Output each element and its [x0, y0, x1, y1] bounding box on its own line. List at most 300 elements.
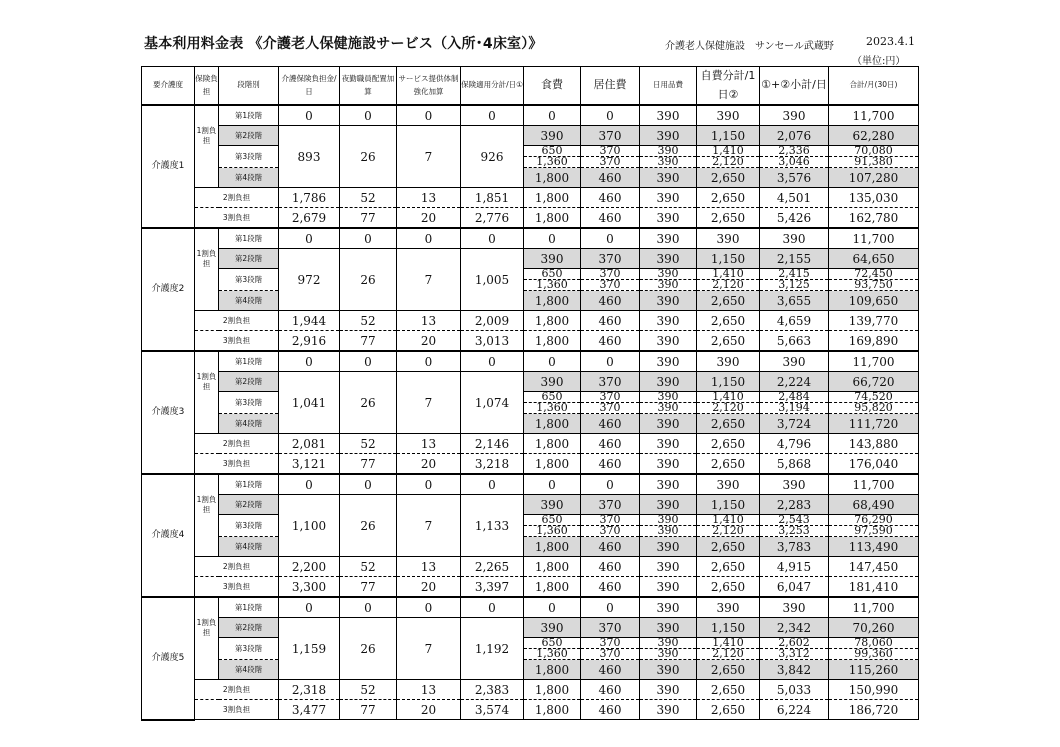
fee-cell: 113,490 — [829, 537, 919, 557]
fee-cell: 370 — [581, 372, 640, 392]
fee-cell: 460 — [581, 680, 640, 700]
stage3-value-a: 1,410 — [697, 515, 759, 526]
fee-cell: 390 — [760, 351, 829, 372]
stage-label: 第4段階 — [219, 414, 279, 434]
fee-cell: 1,800 — [524, 168, 581, 188]
fee-cell: 390 — [640, 577, 697, 598]
fee-cell: 390 — [640, 188, 697, 208]
fee-cell: 20 — [397, 208, 461, 229]
fee-cell: 1,800 — [524, 311, 581, 331]
fee-cell: 370 — [581, 495, 640, 515]
fee-cell: 13 — [397, 680, 461, 700]
stage3-value-b: 1,360 — [536, 647, 568, 660]
stage3-value-b: 390 — [657, 647, 679, 660]
insured-care-cell: 1,159 — [279, 618, 340, 680]
stacked-cell — [640, 638, 697, 660]
stacked-cell — [697, 638, 760, 660]
fee-cell: 1,800 — [524, 188, 581, 208]
stage3-value-b: 3,046 — [778, 155, 810, 168]
fee-cell: 3,218 — [461, 454, 524, 475]
fee-cell: 390 — [640, 434, 697, 454]
burden-1-label: 1割負担 — [195, 351, 219, 434]
burden-1-label: 1割負担 — [195, 597, 219, 680]
fee-cell: 77 — [340, 331, 397, 352]
fee-cell: 3,477 — [279, 700, 340, 720]
fee-cell: 109,650 — [829, 291, 919, 311]
fee-cell: 1,150 — [697, 495, 760, 515]
stage3-value-b: 3,125 — [778, 278, 810, 291]
fee-cell: 3,397 — [461, 577, 524, 598]
col-header-daily-goods: 日用品費 — [640, 67, 697, 106]
fee-cell: 0 — [524, 351, 581, 372]
fee-cell: 4,915 — [760, 557, 829, 577]
stage3-value-a: 650 — [524, 392, 580, 403]
fee-cell: 0 — [279, 228, 340, 249]
fee-cell: 20 — [397, 331, 461, 352]
fee-cell: 6,047 — [760, 577, 829, 598]
insured-care-cell: 893 — [279, 126, 340, 188]
stacked-cell — [829, 269, 919, 291]
table-row — [142, 557, 919, 577]
stage-label: 第4段階 — [219, 660, 279, 680]
stage3-value-a: 650 — [524, 638, 580, 649]
fee-cell: 77 — [340, 577, 397, 598]
fee-cell: 460 — [581, 168, 640, 188]
fee-cell: 390 — [697, 351, 760, 372]
insured-subtotal-cell: 926 — [461, 126, 524, 188]
fee-cell: 0 — [461, 351, 524, 372]
fee-cell: 2,146 — [461, 434, 524, 454]
burden-2-label: 2割負担 — [195, 557, 279, 577]
table-row — [142, 126, 919, 146]
fee-cell: 1,150 — [697, 372, 760, 392]
table-row — [142, 269, 919, 291]
fee-cell: 0 — [461, 105, 524, 126]
table-row — [142, 351, 919, 372]
stacked-cell — [581, 515, 640, 537]
fee-cell: 0 — [340, 351, 397, 372]
fee-cell: 3,121 — [279, 454, 340, 475]
fee-cell: 3,574 — [461, 700, 524, 720]
fee-table-body — [142, 105, 919, 720]
stacked-cell — [760, 515, 829, 537]
stage3-value-b: 97,590 — [854, 524, 893, 537]
fee-cell: 390 — [697, 474, 760, 495]
fee-cell: 139,770 — [829, 311, 919, 331]
fee-cell: 2,224 — [760, 372, 829, 392]
table-row — [142, 680, 919, 700]
fee-cell: 460 — [581, 700, 640, 720]
stage-label: 第1段階 — [219, 474, 279, 495]
stage3-value-a: 370 — [581, 638, 639, 649]
table-row — [142, 372, 919, 392]
fee-cell: 66,720 — [829, 372, 919, 392]
fee-cell: 13 — [397, 434, 461, 454]
stacked-cell — [697, 269, 760, 291]
stacked-cell — [760, 638, 829, 660]
table-row — [142, 618, 919, 638]
fee-cell: 0 — [581, 105, 640, 126]
fee-cell: 2,650 — [697, 208, 760, 229]
fee-cell: 0 — [397, 228, 461, 249]
stage3-value-b: 3,253 — [778, 524, 810, 537]
fee-cell: 2,650 — [697, 168, 760, 188]
fee-cell: 390 — [760, 105, 829, 126]
fee-cell: 2,650 — [697, 331, 760, 352]
fee-cell: 390 — [697, 597, 760, 618]
table-row — [142, 515, 919, 537]
fee-cell: 390 — [524, 126, 581, 146]
insured-service-cell: 7 — [397, 495, 461, 557]
facility-name: 介護老人保健施設 サンセール武蔵野 — [665, 41, 834, 52]
fee-cell: 390 — [640, 700, 697, 720]
col-header-food: 食費 — [524, 67, 581, 106]
fee-cell: 3,576 — [760, 168, 829, 188]
stage3-value-a: 2,336 — [760, 146, 828, 157]
table-row — [142, 434, 919, 454]
table-row — [142, 188, 919, 208]
care-level-label: 介護度4 — [142, 474, 195, 597]
stage3-value-b: 390 — [657, 401, 679, 414]
fee-cell: 390 — [640, 557, 697, 577]
fee-cell: 1,800 — [524, 331, 581, 352]
fee-cell: 1,800 — [524, 680, 581, 700]
fee-cell: 52 — [340, 557, 397, 577]
fee-cell: 0 — [340, 474, 397, 495]
fee-cell: 390 — [524, 372, 581, 392]
fee-cell: 1,786 — [279, 188, 340, 208]
insured-service-cell: 7 — [397, 126, 461, 188]
fee-cell: 0 — [461, 474, 524, 495]
table-row — [142, 537, 919, 557]
stage-label: 第1段階 — [219, 105, 279, 126]
stacked-cell — [829, 392, 919, 414]
fee-cell: 390 — [760, 597, 829, 618]
fee-cell: 0 — [340, 597, 397, 618]
care-level-label: 介護度5 — [142, 597, 195, 720]
table-row — [142, 105, 919, 126]
fee-cell: 52 — [340, 311, 397, 331]
stage3-value-a: 390 — [640, 638, 696, 649]
insured-night-cell: 26 — [340, 495, 397, 557]
stacked-cell — [524, 146, 581, 168]
fee-cell: 2,265 — [461, 557, 524, 577]
fee-cell: 6,224 — [760, 700, 829, 720]
fee-cell: 70,260 — [829, 618, 919, 638]
fee-cell: 4,659 — [760, 311, 829, 331]
fee-cell: 3,655 — [760, 291, 829, 311]
fee-cell: 0 — [524, 474, 581, 495]
fee-cell: 390 — [640, 454, 697, 475]
insured-night-cell: 26 — [340, 372, 397, 434]
fee-cell: 64,650 — [829, 249, 919, 269]
stage3-value-a: 370 — [581, 269, 639, 280]
fee-cell: 1,800 — [524, 537, 581, 557]
insured-care-cell: 972 — [279, 249, 340, 311]
stacked-cell — [640, 392, 697, 414]
stage-label: 第1段階 — [219, 597, 279, 618]
stacked-cell — [697, 515, 760, 537]
table-row — [142, 495, 919, 515]
stage-label: 第3段階 — [219, 515, 279, 537]
care-level-label: 介護度3 — [142, 351, 195, 474]
stage3-value-a: 390 — [640, 392, 696, 403]
stage3-value-b: 390 — [657, 155, 679, 168]
fee-cell: 390 — [697, 105, 760, 126]
stacked-cell — [760, 146, 829, 168]
fee-cell: 13 — [397, 557, 461, 577]
fee-cell: 52 — [340, 434, 397, 454]
fee-cell: 2,650 — [697, 700, 760, 720]
fee-cell: 11,700 — [829, 105, 919, 126]
fee-cell: 176,040 — [829, 454, 919, 475]
fee-cell: 0 — [581, 474, 640, 495]
fee-cell: 460 — [581, 577, 640, 598]
stage3-value-b: 390 — [657, 278, 679, 291]
stage3-value-b: 93,750 — [854, 278, 893, 291]
stacked-cell — [640, 515, 697, 537]
fee-cell: 52 — [340, 188, 397, 208]
insured-service-cell: 7 — [397, 249, 461, 311]
table-row — [142, 474, 919, 495]
stage3-value-a: 1,410 — [697, 392, 759, 403]
fee-cell: 111,720 — [829, 414, 919, 434]
stage3-value-a: 72,450 — [829, 269, 918, 280]
burden-3-label: 3割負担 — [195, 454, 279, 475]
fee-cell: 4,796 — [760, 434, 829, 454]
stage3-value-a: 70,080 — [829, 146, 918, 157]
insured-subtotal-cell: 1,005 — [461, 249, 524, 311]
col-header-residence: 居住費 — [581, 67, 640, 106]
fee-cell: 390 — [640, 249, 697, 269]
insured-subtotal-cell: 1,133 — [461, 495, 524, 557]
fee-cell: 390 — [524, 618, 581, 638]
stage3-value-b: 370 — [599, 647, 621, 660]
stage3-value-a: 650 — [524, 269, 580, 280]
fee-cell: 11,700 — [829, 351, 919, 372]
fee-cell: 4,501 — [760, 188, 829, 208]
fee-cell: 460 — [581, 454, 640, 475]
fee-cell: 115,260 — [829, 660, 919, 680]
fee-cell: 0 — [340, 228, 397, 249]
col-header-self-pay-subtotal: 自費分計/1日② — [697, 67, 760, 106]
fee-cell: 390 — [640, 105, 697, 126]
table-row — [142, 414, 919, 434]
stage3-value-a: 650 — [524, 146, 580, 157]
document-date: 2023.4.1 — [866, 35, 915, 48]
fee-cell: 162,780 — [829, 208, 919, 229]
table-row — [142, 577, 919, 598]
fee-cell: 11,700 — [829, 597, 919, 618]
fee-cell: 1,851 — [461, 188, 524, 208]
stacked-cell — [760, 392, 829, 414]
fee-cell: 390 — [760, 228, 829, 249]
fee-cell: 390 — [640, 495, 697, 515]
burden-2-label: 2割負担 — [195, 680, 279, 700]
stage3-value-a: 1,410 — [697, 269, 759, 280]
fee-cell: 77 — [340, 700, 397, 720]
fee-cell: 150,990 — [829, 680, 919, 700]
fee-cell: 390 — [640, 228, 697, 249]
fee-cell: 390 — [640, 680, 697, 700]
fee-cell: 460 — [581, 331, 640, 352]
fee-cell: 1,800 — [524, 700, 581, 720]
stage3-value-a: 2,415 — [760, 269, 828, 280]
table-row — [142, 597, 919, 618]
fee-cell: 1,800 — [524, 414, 581, 434]
table-row — [142, 331, 919, 352]
table-row — [142, 168, 919, 188]
fee-cell: 390 — [640, 537, 697, 557]
fee-cell: 0 — [397, 597, 461, 618]
fee-cell: 390 — [697, 228, 760, 249]
stage3-value-b: 99,360 — [854, 647, 893, 660]
fee-cell: 2,650 — [697, 291, 760, 311]
stacked-cell — [524, 638, 581, 660]
fee-cell: 460 — [581, 434, 640, 454]
care-level-label: 介護度1 — [142, 105, 195, 228]
fee-cell: 390 — [640, 291, 697, 311]
col-header-insured-subtotal: 保険適用分計/日① — [461, 67, 524, 106]
fee-cell: 143,880 — [829, 434, 919, 454]
header-row — [142, 67, 919, 106]
stacked-cell — [640, 146, 697, 168]
fee-cell: 20 — [397, 700, 461, 720]
stacked-cell — [829, 515, 919, 537]
burden-3-label: 3割負担 — [195, 577, 279, 598]
fee-cell: 0 — [397, 351, 461, 372]
col-header-burden: 保険負担 — [195, 67, 219, 106]
fee-cell: 0 — [461, 597, 524, 618]
fee-cell: 2,916 — [279, 331, 340, 352]
fee-cell: 3,724 — [760, 414, 829, 434]
stacked-cell — [829, 146, 919, 168]
fee-cell: 1,800 — [524, 557, 581, 577]
fee-cell: 0 — [279, 351, 340, 372]
fee-cell: 460 — [581, 208, 640, 229]
fee-cell: 0 — [581, 351, 640, 372]
stage3-value-a: 650 — [524, 515, 580, 526]
insured-care-cell: 1,041 — [279, 372, 340, 434]
fee-cell: 0 — [461, 228, 524, 249]
fee-cell: 5,426 — [760, 208, 829, 229]
burden-3-label: 3割負担 — [195, 331, 279, 352]
stacked-cell — [581, 269, 640, 291]
unit-note: （単位:円） — [852, 56, 906, 67]
stage-label: 第2段階 — [219, 495, 279, 515]
col-header-level: 要介護度 — [142, 67, 195, 106]
stage-label: 第4段階 — [219, 168, 279, 188]
fee-cell: 370 — [581, 618, 640, 638]
fee-cell: 390 — [640, 414, 697, 434]
fee-cell: 2,650 — [697, 537, 760, 557]
fee-cell: 2,650 — [697, 454, 760, 475]
col-header-stage: 段階別 — [219, 67, 279, 106]
fee-cell: 1,800 — [524, 577, 581, 598]
fee-cell: 62,280 — [829, 126, 919, 146]
stage3-value-a: 74,520 — [829, 392, 918, 403]
insured-night-cell: 26 — [340, 249, 397, 311]
fee-cell: 460 — [581, 557, 640, 577]
fee-cell: 147,450 — [829, 557, 919, 577]
stage3-value-a: 1,410 — [697, 146, 759, 157]
fee-cell: 2,650 — [697, 311, 760, 331]
stacked-cell — [829, 638, 919, 660]
fee-cell: 77 — [340, 454, 397, 475]
fee-cell: 0 — [524, 105, 581, 126]
stage3-value-b: 1,360 — [536, 401, 568, 414]
col-header-monthly-total: 合計/月(30日) — [829, 67, 919, 106]
stage3-value-a: 2,602 — [760, 638, 828, 649]
fee-cell: 390 — [640, 372, 697, 392]
fee-cell: 390 — [640, 126, 697, 146]
care-level-label: 介護度2 — [142, 228, 195, 351]
fee-cell: 68,490 — [829, 495, 919, 515]
stage3-value-b: 91,380 — [854, 155, 893, 168]
fee-cell: 5,663 — [760, 331, 829, 352]
fee-cell: 2,650 — [697, 434, 760, 454]
stage3-value-b: 370 — [599, 155, 621, 168]
fee-cell: 2,283 — [760, 495, 829, 515]
insured-night-cell: 26 — [340, 126, 397, 188]
stacked-cell — [524, 269, 581, 291]
stage3-value-b: 2,120 — [712, 524, 744, 537]
fee-cell: 2,081 — [279, 434, 340, 454]
fee-cell: 1,150 — [697, 249, 760, 269]
stage3-value-a: 370 — [581, 515, 639, 526]
insured-care-cell: 1,100 — [279, 495, 340, 557]
fee-cell: 1,944 — [279, 311, 340, 331]
fee-cell: 1,150 — [697, 618, 760, 638]
fee-cell: 460 — [581, 188, 640, 208]
table-row — [142, 638, 919, 660]
fee-cell: 20 — [397, 454, 461, 475]
fee-cell: 390 — [640, 351, 697, 372]
burden-2-label: 2割負担 — [195, 311, 279, 331]
fee-cell: 2,200 — [279, 557, 340, 577]
stage3-value-b: 370 — [599, 524, 621, 537]
fee-cell: 107,280 — [829, 168, 919, 188]
stage3-value-a: 370 — [581, 392, 639, 403]
table-row — [142, 454, 919, 475]
fee-cell: 370 — [581, 249, 640, 269]
stage3-value-b: 390 — [657, 524, 679, 537]
table-row — [142, 228, 919, 249]
stage3-value-a: 390 — [640, 515, 696, 526]
stacked-cell — [640, 269, 697, 291]
table-row — [142, 249, 919, 269]
fee-cell: 169,890 — [829, 331, 919, 352]
fee-cell: 2,650 — [697, 188, 760, 208]
fee-cell: 0 — [340, 105, 397, 126]
stage3-value-a: 370 — [581, 146, 639, 157]
fee-cell: 460 — [581, 660, 640, 680]
fee-cell: 11,700 — [829, 228, 919, 249]
stacked-cell — [524, 515, 581, 537]
stage3-value-a: 2,543 — [760, 515, 828, 526]
stage3-value-b: 3,194 — [778, 401, 810, 414]
fee-cell: 2,776 — [461, 208, 524, 229]
fee-cell: 2,650 — [697, 577, 760, 598]
insured-service-cell: 7 — [397, 372, 461, 434]
insured-service-cell: 7 — [397, 618, 461, 680]
stacked-cell — [581, 638, 640, 660]
stage3-value-a: 76,290 — [829, 515, 918, 526]
fee-cell: 135,030 — [829, 188, 919, 208]
fee-cell: 0 — [279, 597, 340, 618]
fee-cell: 1,800 — [524, 208, 581, 229]
fee-cell: 0 — [524, 597, 581, 618]
